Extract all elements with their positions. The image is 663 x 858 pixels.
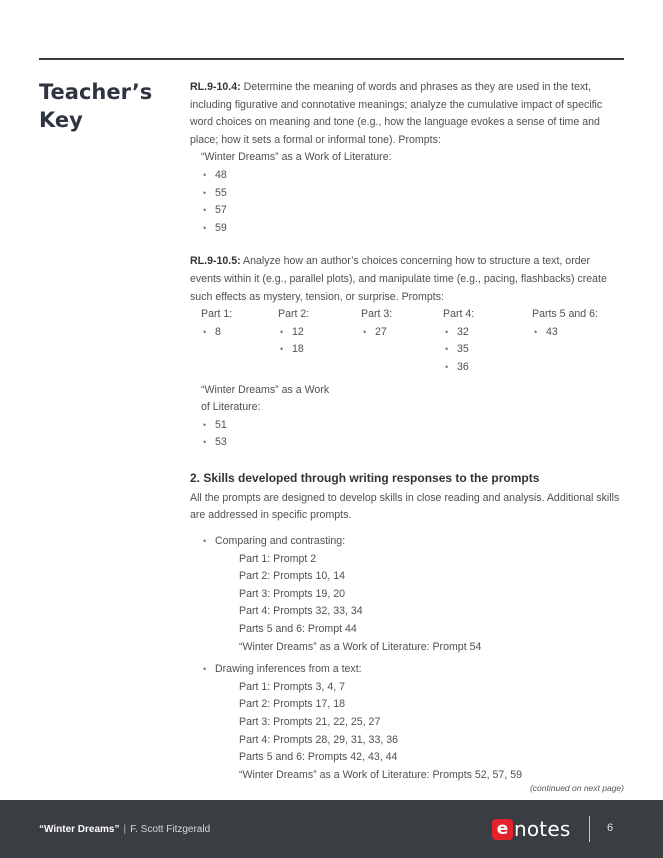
section-heading: 2. Skills developed through writing responses to the prompts: [190, 470, 540, 485]
logo-text: notes: [514, 817, 571, 841]
list-item: • 55: [201, 185, 624, 203]
rl105-columns: [201, 306, 624, 376]
list-item: • 53: [201, 434, 624, 452]
skill-label: • Comparing and contrasting:: [190, 533, 624, 551]
column-label: Part 1:: [201, 308, 233, 321]
page-title: Teacher’s Key: [39, 80, 153, 132]
column-parts-5-6: [532, 306, 622, 376]
rl105-text: Analyze how an author’s choices concerning how to structure a text, order events within it (e.g., parallel plots), and manipulate time (e.g., pacing, flashbacks) create such effects as mystery, tension, or surprise. Prompts:: [190, 255, 607, 303]
column-part-1: [201, 306, 278, 376]
rl104-paragraph: [190, 79, 624, 149]
skill-line: Part 4: Prompts 32, 33, 34: [239, 605, 363, 618]
skill-line: “Winter Dreams” as a Work of Literature: Prompts 52, 57, 59: [239, 768, 522, 781]
list-item: • 43: [532, 324, 622, 342]
skill-label: • Drawing inferences from a text:: [190, 661, 624, 679]
section-intro: All the prompts are designed to develop skills in close reading and analysis. Additional skills are addressed in specific prompts.: [190, 491, 620, 522]
rl104-list: [190, 167, 624, 237]
list-item: • 48: [201, 167, 624, 185]
page-number: 6: [607, 822, 614, 834]
footer-title: [39, 824, 210, 835]
skill-line: Part 3: Prompts 21, 22, 25, 27: [239, 716, 381, 728]
skill-line: Part 1: Prompts 3, 4, 7: [239, 680, 345, 693]
main-content: [190, 79, 624, 784]
list-item: • 35: [443, 341, 532, 359]
list-item: • 27: [361, 324, 443, 342]
column-part-3: [361, 306, 443, 376]
column-part-2: [278, 306, 361, 376]
rl105-literature-group: [190, 382, 624, 452]
list-item: • 18: [278, 341, 361, 359]
footer: [0, 800, 663, 858]
list-item: • 57: [201, 202, 624, 220]
rl105-paragraph: [190, 253, 624, 306]
skill-inferences: [190, 661, 624, 784]
author-name: F. Scott Fitzgerald: [130, 824, 211, 835]
list-item: • 36: [443, 359, 532, 377]
rl105-code: RL.9-10.5:: [190, 255, 241, 268]
list-item: • 51: [201, 417, 624, 435]
enotes-logo: [492, 817, 570, 841]
book-title: “Winter Dreams”: [39, 824, 120, 835]
skill-line: Parts 5 and 6: Prompts 42, 43, 44: [239, 751, 398, 764]
rl104-text: Determine the meaning of words and phrases as they are used in the text, including figurative and connotative meanings; analyze the cumulative impact of specific word choices on meaning and tone (e.g., how the language evokes a sense of time and place; how it sets a formal or informal tone). Prompts:: [190, 81, 603, 146]
literature-label-line2: of Literature:: [201, 401, 261, 414]
skill-line: Part 4: Prompts 28, 29, 31, 33, 36: [239, 733, 398, 746]
footer-divider: [589, 816, 590, 842]
rl104-group-label: “Winter Dreams” as a Work of Literature:: [201, 151, 392, 164]
footer-separator: |: [123, 824, 127, 835]
skill-line: Part 2: Prompts 17, 18: [239, 698, 345, 711]
top-rule: [39, 58, 624, 60]
skill-line: Part 1: Prompt 2: [239, 552, 317, 565]
literature-label-line1: “Winter Dreams” as a Work: [201, 383, 330, 396]
logo-e-icon: e: [492, 819, 513, 840]
list-item: • 12: [278, 324, 361, 342]
column-part-4: [443, 306, 532, 376]
list-item: • 32: [443, 324, 532, 342]
column-label: Part 4:: [443, 308, 475, 321]
list-item: • 8: [201, 324, 278, 342]
column-label: Part 2:: [278, 308, 310, 321]
skill-comparing: [190, 533, 624, 656]
continued-note: (continued on next page): [529, 783, 624, 793]
skill-line: Parts 5 and 6: Prompt 44: [239, 623, 357, 636]
rl104-code: RL.9-10.4:: [190, 81, 241, 93]
skill-line: “Winter Dreams” as a Work of Literature: Prompt 54: [239, 640, 482, 653]
skill-line: Part 3: Prompts 19, 20: [239, 587, 345, 600]
column-label: Part 3:: [361, 308, 393, 321]
skill-line: Part 2: Prompts 10, 14: [239, 570, 345, 583]
column-label: Parts 5 and 6:: [532, 308, 598, 321]
list-item: • 59: [201, 220, 624, 238]
